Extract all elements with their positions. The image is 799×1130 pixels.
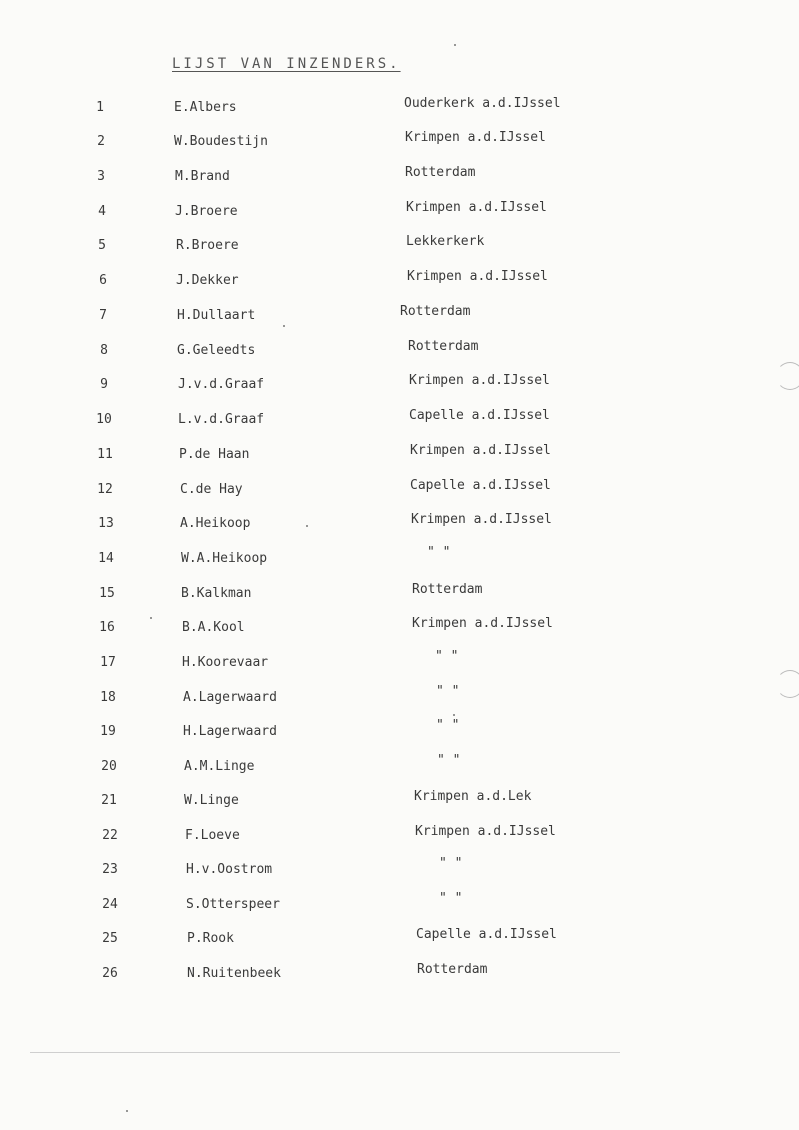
entry-name: H.Dullaart [177,308,256,323]
entry-number: 12 [97,482,113,497]
entry-place: Rotterdam [412,582,483,597]
entry-place: " " [437,753,461,768]
entry-number: 22 [102,828,118,843]
entry-number: 2 [97,134,105,149]
entry-name: H.Lagerwaard [183,724,277,739]
entry-number: 5 [98,238,106,253]
entry-place: " " [427,545,451,560]
entry-name: W.A.Heikoop [181,551,268,566]
entry-place: Rotterdam [400,304,471,319]
entry-number: 25 [102,931,118,946]
entry-number: 13 [98,516,114,531]
paper-speck [306,525,308,527]
punch-hole-mark [776,362,799,390]
entry-place: Capelle a.d.IJssel [416,927,557,942]
entry-number: 9 [100,377,108,392]
entry-number: 26 [102,966,118,981]
page-edge [30,1052,620,1053]
entry-number: 18 [100,690,116,705]
entry-number: 17 [100,655,116,670]
entry-place: " " [439,856,463,871]
entry-place: Krimpen a.d.IJssel [409,373,550,388]
entry-name: W.Boudestijn [174,134,268,149]
entry-name: H.Koorevaar [182,655,269,670]
entry-name: M.Brand [175,169,230,184]
entry-place: " " [436,684,460,699]
entry-number: 6 [99,273,107,288]
entry-place: Krimpen a.d.IJssel [415,824,556,839]
entry-number: 1 [96,100,104,115]
entry-place: Rotterdam [408,339,479,354]
entry-place: Krimpen a.d.IJssel [405,130,546,145]
entry-name: J.v.d.Graaf [178,377,265,392]
entry-place: Krimpen a.d.IJssel [407,269,548,284]
entry-name: E.Albers [174,100,237,115]
entry-place: " " [435,649,459,664]
entry-name: G.Geleedts [177,343,256,358]
entry-number: 21 [101,793,117,808]
entry-name: A.Heikoop [180,516,251,531]
entry-number: 23 [102,862,118,877]
entry-name: P.Rook [187,931,234,946]
entry-name: F.Loeve [185,828,240,843]
entry-place: Ouderkerk a.d.IJssel [404,96,561,111]
page-title: LIJST VAN INZENDERS. [172,56,401,72]
entry-number: 10 [96,412,112,427]
entry-place: Krimpen a.d.IJssel [411,512,552,527]
entry-place: Rotterdam [417,962,488,977]
entry-number: 19 [100,724,116,739]
entry-number: 15 [99,586,115,601]
entry-name: L.v.d.Graaf [178,412,265,427]
entry-place: " " [436,718,460,733]
punch-hole-mark [776,670,799,698]
entry-place: Krimpen a.d.IJssel [412,616,553,631]
entry-number: 3 [97,169,105,184]
entry-number: 11 [97,447,113,462]
paper-speck [150,617,152,619]
entry-place: Krimpen a.d.IJssel [406,200,547,215]
entry-number: 24 [102,897,118,912]
entry-place: Capelle a.d.IJssel [409,408,550,423]
entry-name: A.Lagerwaard [183,690,277,705]
entry-name: J.Dekker [176,273,239,288]
entry-place: Krimpen a.d.Lek [414,789,532,804]
entry-name: J.Broere [175,204,238,219]
paper-speck [283,325,285,327]
entry-number: 8 [100,343,108,358]
paper-speck [126,1110,128,1112]
entry-number: 16 [99,620,115,635]
entry-name: B.A.Kool [182,620,245,635]
entry-place: Krimpen a.d.IJssel [410,443,551,458]
entry-place: Capelle a.d.IJssel [410,478,551,493]
entry-place: Lekkerkerk [406,234,485,249]
paper-speck [454,44,456,46]
entry-name: P.de Haan [179,447,250,462]
entry-number: 4 [98,204,106,219]
entry-name: N.Ruitenbeek [187,966,281,981]
entry-name: R.Broere [176,238,239,253]
entry-name: S.Otterspeer [186,897,280,912]
entry-place: Rotterdam [405,165,476,180]
paper-speck [453,714,455,716]
entry-name: B.Kalkman [181,586,252,601]
entry-name: W.Linge [184,793,239,808]
entry-name: H.v.Oostrom [186,862,273,877]
entry-name: C.de Hay [180,482,243,497]
entry-number: 20 [101,759,117,774]
entry-number: 7 [99,308,107,323]
entry-place: " " [439,891,463,906]
entry-name: A.M.Linge [184,759,255,774]
entry-number: 14 [98,551,114,566]
